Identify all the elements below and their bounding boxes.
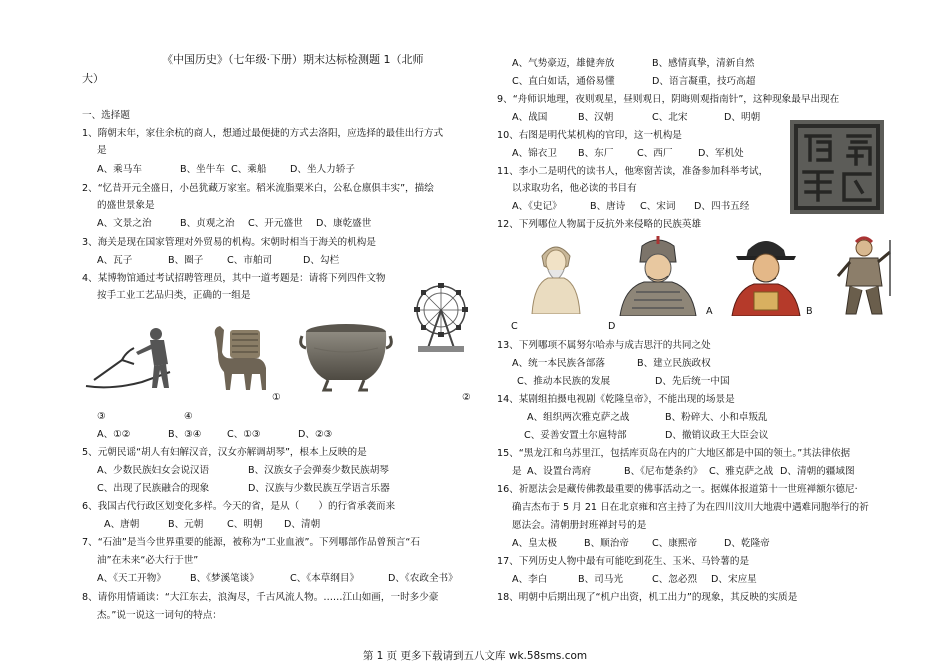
q6-option-d: D、清朝 <box>284 519 321 530</box>
q14-option-a: A、组织两次雅克萨之战 <box>527 412 630 423</box>
question-15: 15、“黑龙江和乌苏里江，包括库页岛在内的广大地区都是中国的领土。”其法律依据 <box>497 448 851 459</box>
q5-option-d: D、汉族与少数民族互学语言乐器 <box>248 483 390 494</box>
question-2: 2、“忆昔开元全盛日，小邑犹藏万家室。稻米流脂粟米白，公私仓廪俱丰实”，描绘 <box>82 183 434 194</box>
q6-option-b: B、元朝 <box>168 519 204 530</box>
q16-option-b: B、顺治帝 <box>584 538 629 549</box>
q4-marker-4: ④ <box>184 411 193 422</box>
q13-option-b: B、建立民族政权 <box>637 358 711 369</box>
q3-option-d: D、勾栏 <box>303 255 340 266</box>
question-8: 8、请你用情诵读：“大江东去，浪淘尽，千古风流人物。……江山如画，一时多少豪 <box>82 592 439 603</box>
portrait-scholar-image <box>524 236 588 314</box>
q8-option-c: C、直白如话，通俗易懂 <box>512 76 615 87</box>
q8-option-a: A、气势豪迈，雄健奔放 <box>512 58 615 69</box>
question-11-cont: 以求取功名，他必读的书目有 <box>512 183 637 194</box>
question-17: 17、下列历史人物中最有可能吃到花生、玉米、马铃薯的是 <box>497 556 750 567</box>
question-8-cont: 杰。”说一说这一词句的特点： <box>97 610 222 621</box>
question-5: 5、元朝民谣“胡人有妇解汉音，汉女亦解调胡琴”，根本上反映的是 <box>82 447 367 458</box>
q7-option-c: C、《本草纲目》 <box>290 573 360 584</box>
question-11: 11、李小二是明代的读书人，他寒窗苦读，准备参加科举考试， <box>497 166 769 177</box>
section-heading: 一、选择题 <box>82 110 130 121</box>
q6-option-c: C、明朝 <box>227 519 263 530</box>
q1-option-b: B、坐牛车 <box>180 164 225 175</box>
q12-label-d: D <box>608 321 616 332</box>
question-16-cont: 确吉杰布于 5 月 21 日在北京雍和宫主持了为在四川汶川大地震中遇难同胞举行的祈 <box>512 502 869 513</box>
q2-option-d: D、康乾盛世 <box>316 218 372 229</box>
question-7-cont: 油”在未来“必大行于世” <box>97 555 199 566</box>
q2-option-a: A、文景之治 <box>97 218 152 229</box>
q12-label-b: B <box>806 306 813 317</box>
question-2-cont: 的盛世景象是 <box>97 200 155 211</box>
q7-option-d: D、《农政全书》 <box>388 573 458 584</box>
page-footer: 第 1 页 更多下载请到五八文库 wk.58sms.com <box>362 650 588 662</box>
q5-option-b: B、汉族女子会弹奏少数民族胡琴 <box>248 465 389 476</box>
q4-option-c: C、①③ <box>227 429 261 440</box>
q7-option-a: A、《天工开物》 <box>97 573 166 584</box>
q2-option-b: B、贞观之治 <box>180 218 235 229</box>
question-14: 14、某剧组拍摄电视剧《乾隆皇帝》，不能出现的场景是 <box>497 394 735 405</box>
ming-official-seal-image <box>790 120 884 214</box>
question-1-cont: 是 <box>97 145 107 156</box>
q15-option-b: B、《尼布楚条约》 <box>624 466 703 477</box>
portrait-general-helmet-image <box>616 236 700 316</box>
q5-option-c: C、出现了民族融合的现象 <box>97 483 210 494</box>
portrait-official-hat-image <box>728 234 804 316</box>
question-9: 9、“舟师识地理，夜则观星，昼则观日，阴晦则观指南针”，这种现象最早出现在 <box>497 94 840 105</box>
q14-option-d: D、撤销议政王大臣会议 <box>665 430 769 441</box>
tricolor-camel-image <box>206 318 276 396</box>
q9-option-c: C、北宋 <box>652 112 688 123</box>
q10-option-b: B、东厂 <box>578 148 614 159</box>
q11-option-c: C、宋词 <box>640 201 676 212</box>
portrait-warrior-armor-image <box>836 236 892 316</box>
q12-label-c: C <box>511 321 518 332</box>
q16-option-c: C、康熙帝 <box>652 538 698 549</box>
q13-option-d: D、先后统一中国 <box>655 376 730 387</box>
q4-marker-1: ① <box>272 392 281 403</box>
q11-option-a: A、《史记》 <box>512 201 562 212</box>
q1-option-c: C、乘船 <box>231 164 267 175</box>
q8-option-b: B、感情真挚，清新自然 <box>652 58 755 69</box>
q4-option-d: D、②③ <box>298 429 333 440</box>
question-16-cont2: 愿法会。清朝册封班禅封号的是 <box>512 520 647 531</box>
question-1: 1、隋朝末年，家住余杭的商人，想通过最便捷的方式去洛阳，应选择的最佳出行方式 <box>82 128 444 139</box>
q2-option-c: C、开元盛世 <box>248 218 303 229</box>
q17-option-c: C、忽必烈 <box>652 574 698 585</box>
question-10: 10、右图是明代某机构的官印，这一机构是 <box>497 130 682 141</box>
question-4-cont: 按手工业工艺品归类，正确的一组是 <box>97 290 251 301</box>
q16-option-a: A、皇太极 <box>512 538 557 549</box>
q3-option-a: A、瓦子 <box>97 255 133 266</box>
q3-option-c: C、市舶司 <box>227 255 273 266</box>
q11-option-b: B、唐诗 <box>590 201 626 212</box>
ferris-wheel-image <box>414 282 468 354</box>
q17-option-b: B、司马光 <box>578 574 623 585</box>
document-title: 《中国历史》（七年级·下册）期末达标检测题 1（北师 <box>162 53 424 66</box>
q13-option-c: C、推动本民族的发展 <box>517 376 611 387</box>
q4-marker-2: ② <box>462 392 471 403</box>
q4-option-a: A、①② <box>97 429 131 440</box>
q7-option-b: B、《梦溪笔谈》 <box>190 573 259 584</box>
q9-option-d: D、明朝 <box>724 112 761 123</box>
q15-option-c: C、雅克萨之战 <box>709 466 774 477</box>
q4-marker-3: ③ <box>97 411 106 422</box>
q11-option-d: D、四书五经 <box>694 201 750 212</box>
question-3: 3、海关是现在国家管理对外贸易的机构。宋朝时相当于海关的机构是 <box>82 237 376 248</box>
q15-option-d: D、清朝的疆域图 <box>780 466 855 477</box>
plough-farmer-image <box>82 320 190 395</box>
q14-option-c: C、妥善安置土尔扈特部 <box>524 430 627 441</box>
q16-option-d: D、乾隆帝 <box>724 538 770 549</box>
q6-option-a: A、唐朝 <box>104 519 140 530</box>
q12-label-a: A <box>706 306 713 317</box>
q10-option-d: D、军机处 <box>698 148 744 159</box>
q8-option-d: D、语言凝重，技巧高超 <box>652 76 756 87</box>
question-4: 4、某博物馆通过考试招聘管理员，其中一道考题是：请将下列四件文物 <box>82 273 386 284</box>
q5-option-a: A、少数民族妇女会说汉语 <box>97 465 210 476</box>
q10-option-c: C、西厂 <box>637 148 673 159</box>
bronze-vessel-image <box>298 318 394 394</box>
q4-option-b: B、③④ <box>168 429 202 440</box>
q1-option-d: D、坐人力轿子 <box>290 164 355 175</box>
q17-option-d: D、宋应星 <box>711 574 757 585</box>
question-15-cont: 是 <box>512 466 522 477</box>
document-title-cont: 大） <box>82 72 104 85</box>
q17-option-a: A、李白 <box>512 574 548 585</box>
q14-option-b: B、粉碎大、小和卓叛乱 <box>665 412 768 423</box>
question-7: 7、“石油”是当今世界重要的能源，被称为“工业血液”。下列哪部作品曾预言“石 <box>82 537 420 548</box>
question-13: 13、下列哪项不属努尔哈赤与成吉思汗的共同之处 <box>497 340 711 351</box>
q10-option-a: A、锦衣卫 <box>512 148 557 159</box>
question-12: 12、下列哪位人物属于反抗外来侵略的民族英雄 <box>497 219 702 230</box>
q13-option-a: A、统一本民族各部落 <box>512 358 605 369</box>
q15-option-a: A、设置台湾府 <box>527 466 592 477</box>
q1-option-a: A、乘马车 <box>97 164 142 175</box>
question-18: 18、明朝中后期出现了“机户出资，机工出力”的现象，其反映的实质是 <box>497 592 798 603</box>
question-16: 16、祈愿法会是藏传佛教最重要的佛事活动之一。据媒体报道第十一世班禅额尔德尼· <box>497 484 858 495</box>
q9-option-a: A、战国 <box>512 112 548 123</box>
question-6: 6、我国古代行政区划变化多样。今天的省，是从（ ）的行省承袭而来 <box>82 501 396 512</box>
q9-option-b: B、汉朝 <box>578 112 614 123</box>
q3-option-b: B、圈子 <box>168 255 204 266</box>
